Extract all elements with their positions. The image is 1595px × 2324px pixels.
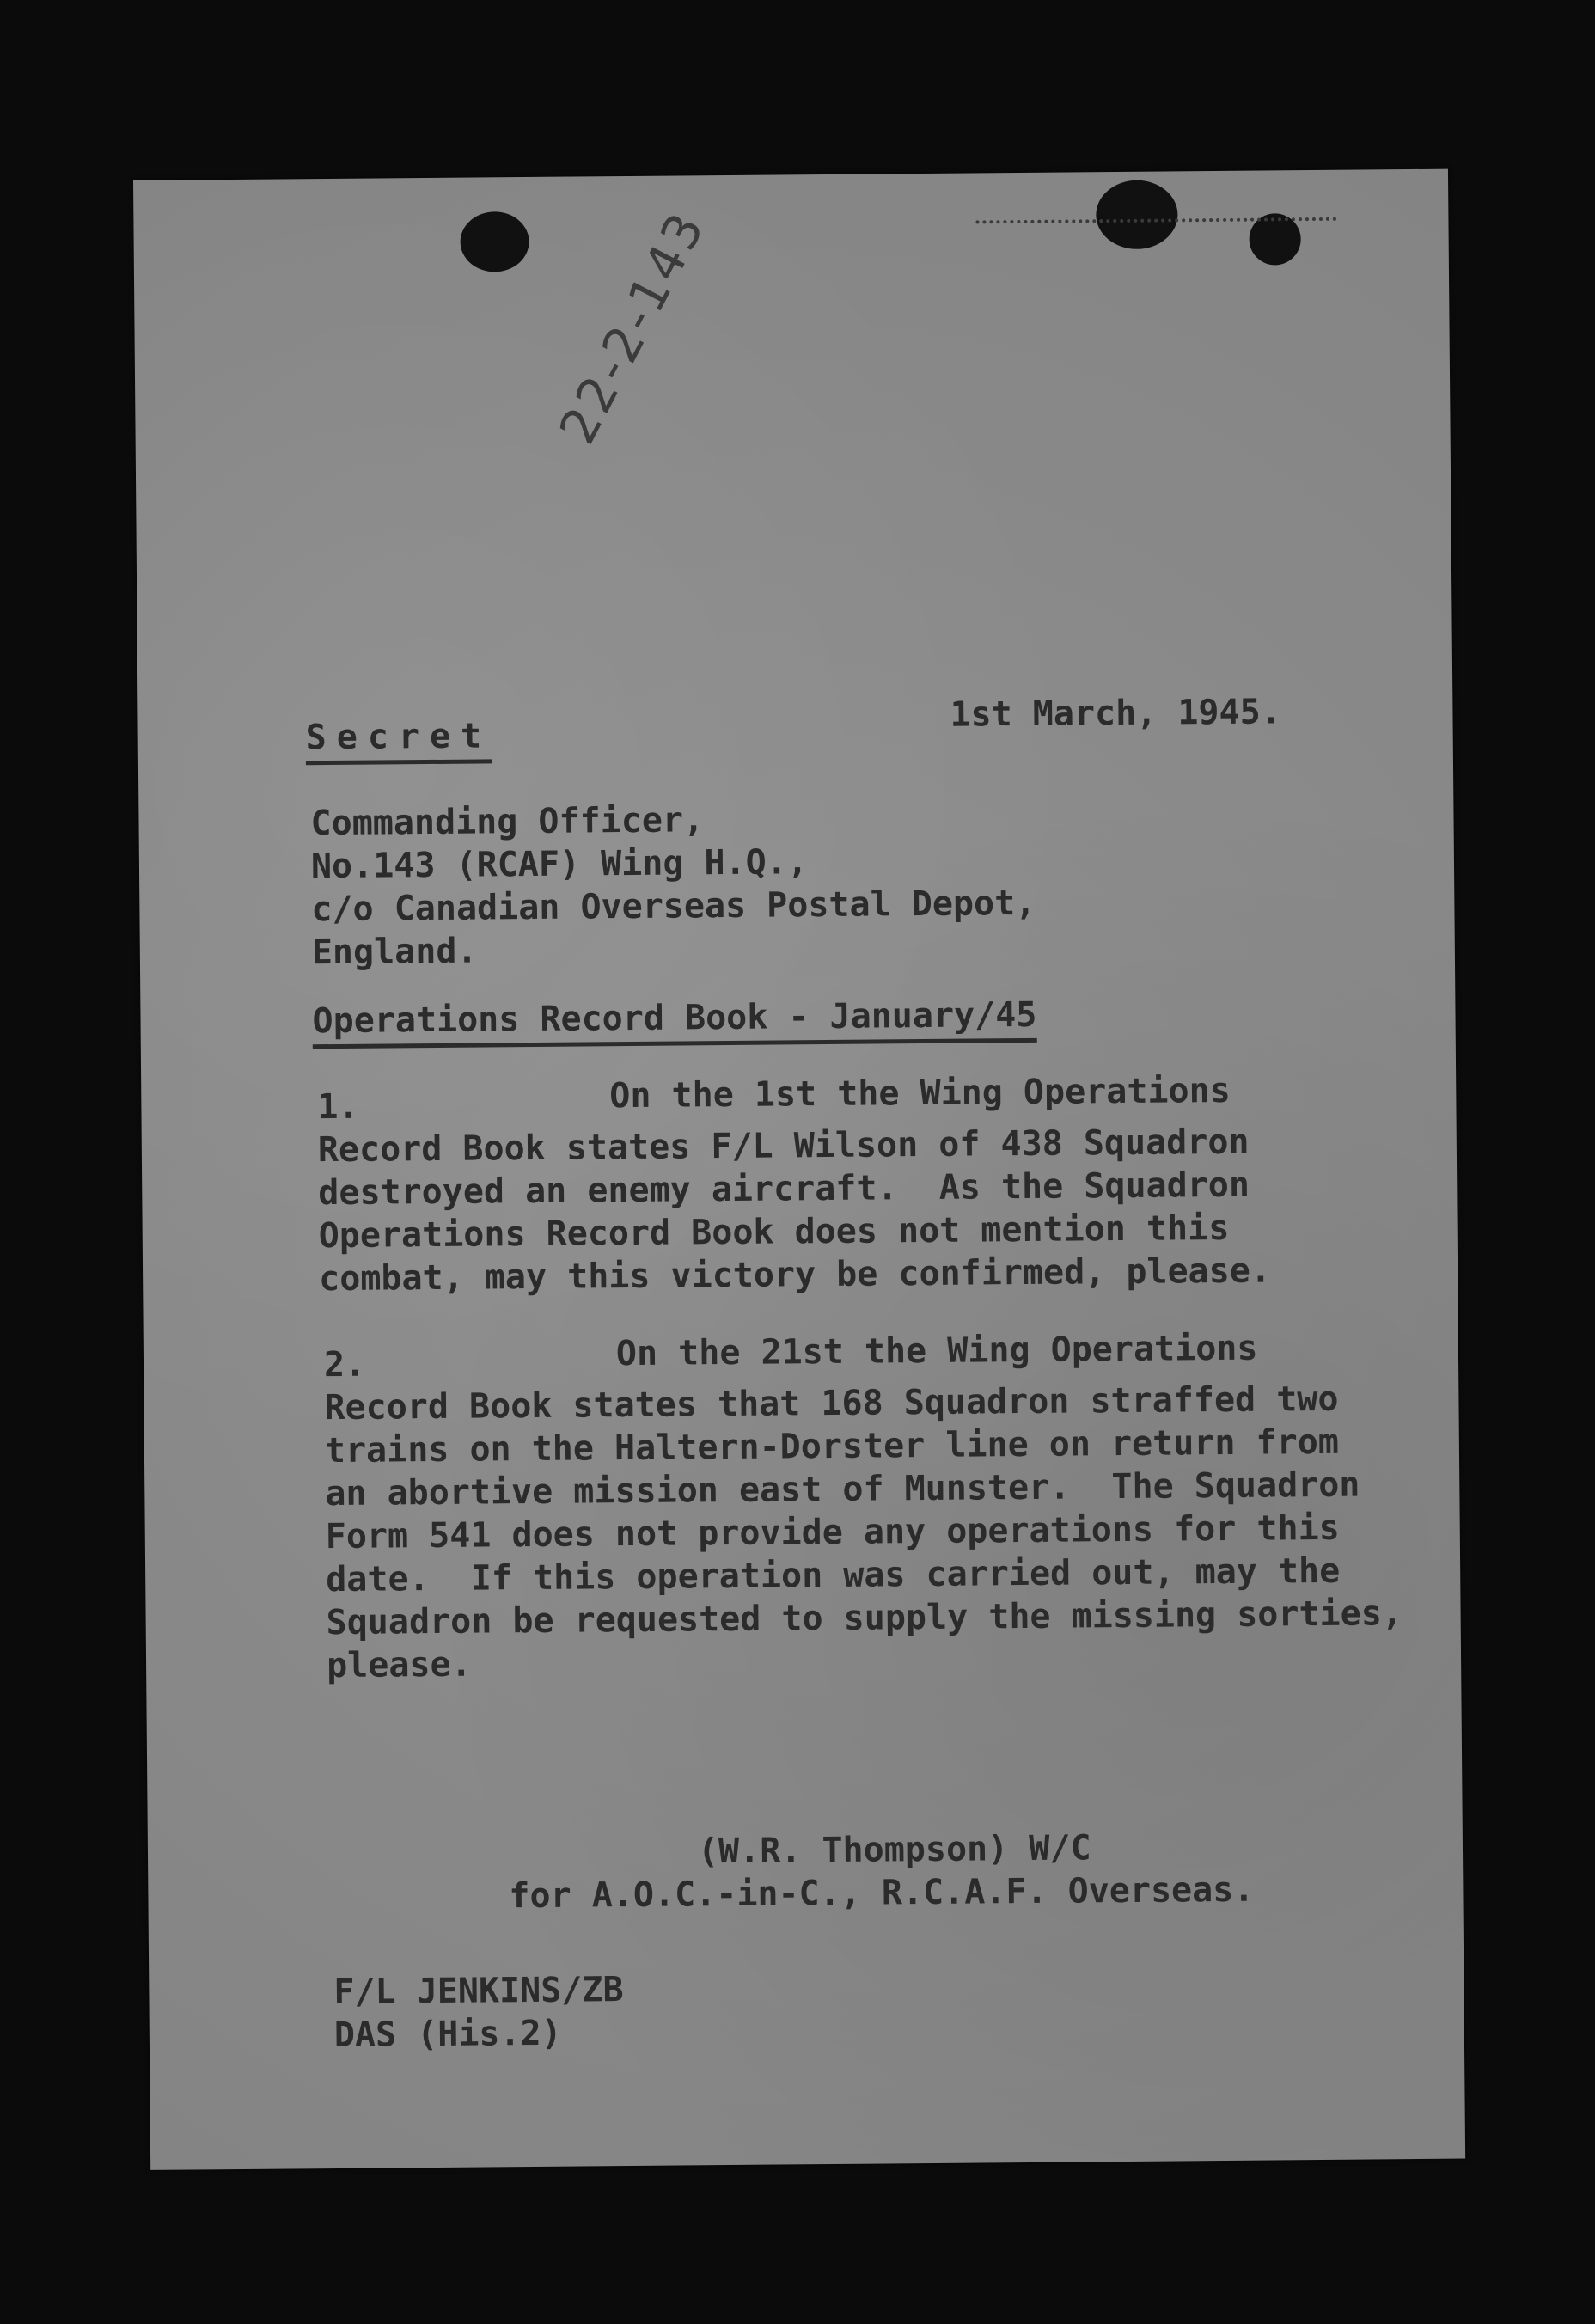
paragraph-line: Squadron be requested to supply the missing sorties,	[326, 1593, 1403, 1643]
reference-line: DAS (His.2)	[333, 2013, 562, 2056]
signature-name: (W.R. Thompson) W/C	[697, 1828, 1091, 1872]
addressee-line: Commanding Officer,	[310, 800, 705, 844]
addressee-line: No.143 (RCAF) Wing H.Q.,	[310, 842, 809, 887]
paragraph-line: On the 21st the Wing Operations	[615, 1328, 1258, 1374]
paragraph-number: 2.	[323, 1344, 366, 1385]
letter-date: 1st March, 1945.	[950, 692, 1281, 735]
addressee-line: c/o Canadian Overseas Postal Depot,	[311, 883, 1036, 930]
classification-label: Secret	[305, 714, 492, 765]
paragraph-line: Form 541 does not provide any operations for this	[325, 1508, 1340, 1557]
document-page	[133, 169, 1465, 2170]
paragraph-line: Record Book states that 168 Squadron straffed two	[324, 1379, 1339, 1428]
punch-hole-center	[1096, 180, 1178, 249]
paragraph-number: 1.	[317, 1086, 359, 1128]
paragraph-line: date. If this operation was carried out, may the	[326, 1550, 1341, 1600]
paragraph-line: trains on the Haltern-Dorster line on return from	[324, 1422, 1340, 1471]
paragraph-line: On the 1st the Wing Operations	[609, 1070, 1231, 1116]
paragraph-line: Record Book states F/L Wilson of 438 Squadron	[317, 1122, 1250, 1171]
subject-line: Operations Record Book - January/45	[312, 994, 1036, 1049]
punch-hole-left	[460, 211, 529, 272]
paragraph-line: combat, may this victory be confirmed, please.	[318, 1251, 1272, 1300]
paragraph-line: Operations Record Book does not mention this	[318, 1208, 1230, 1257]
paragraph-line: an abortive mission east of Munster. The Squadron	[325, 1465, 1360, 1514]
pencil-file-number: 22-2-143	[547, 200, 718, 454]
signature-title: for A.O.C.-in-C., R.C.A.F. Overseas.	[509, 1869, 1255, 1917]
paragraph-line: destroyed an enemy aircraft. As the Squadron	[318, 1165, 1250, 1214]
addressee-line: England.	[311, 931, 478, 973]
paragraph-line: please.	[326, 1644, 472, 1686]
reference-line: F/L JENKINS/ZB	[333, 1970, 624, 2013]
